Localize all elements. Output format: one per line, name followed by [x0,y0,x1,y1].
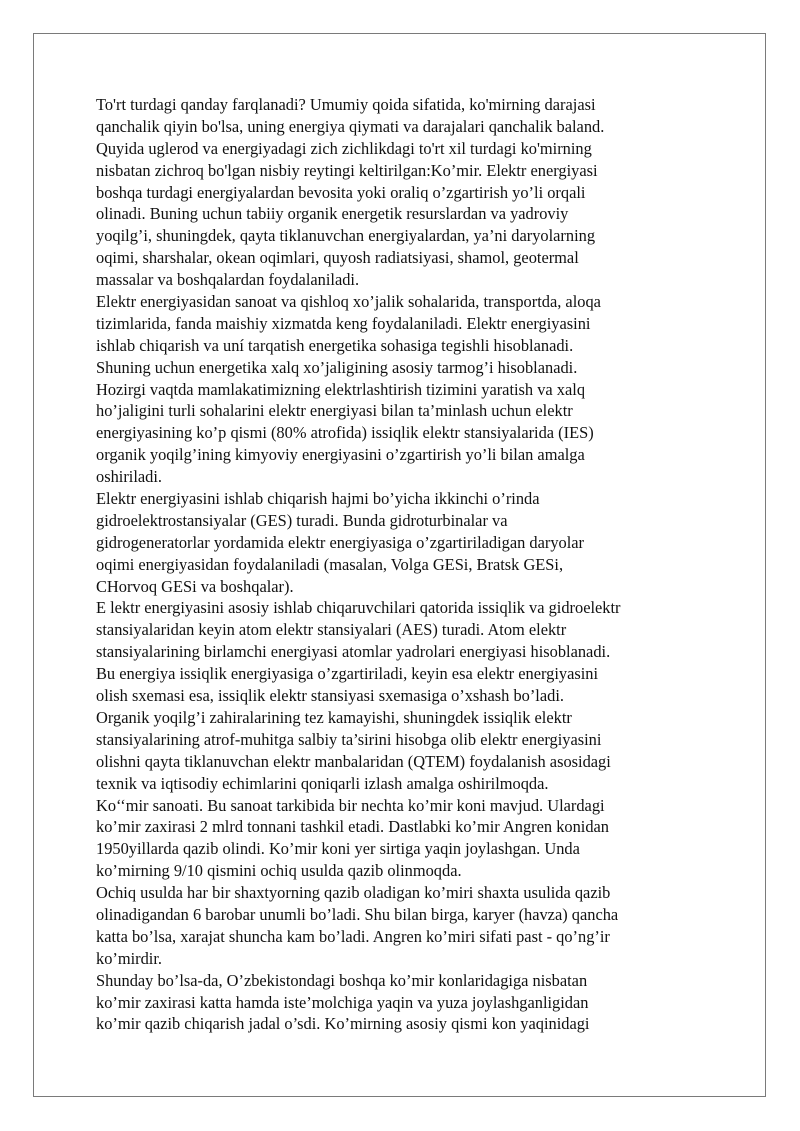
text-line: stansiyalarining atrof-muhitga salbiy ta’sirini hisobga olib elektr energiyasini [96,729,602,749]
text-line: ko’mir zaxirasi katta hamda iste’molchiga yaqin va yuza joylashganligidan [96,992,589,1012]
text-line: Elektr energiyasidan sanoat va qishloq xo’jalik sohalarida, transportda, aloqa [96,292,601,312]
text-line: E lektr energiyasini asosiy ishlab chiqaruvchilari qatorida issiqlik va gidroelektr [96,598,621,618]
text-line: organik yoqilg’ining kimyoviy energiyasini o’zgartirish yo’li bilan amalga [96,445,585,465]
text-line: ko’mir qazib chiqarish jadal o’sdi. Ko’mirning asosiy qismi kon yaqinidagi [96,1014,590,1034]
text-line: katta bo’lsa, xarajat shuncha kam bo’ladi. Angren ko’miri sifati past - qo’ng’ir [96,926,610,946]
text-line: boshqa turdagi energiyalardan bevosita yoki oraliq o’zgartirish yo’li orqali [96,182,586,202]
document-body [96,94,716,1035]
text-line: gidroelektrostansiyalar (GES) turadi. Bunda gidroturbinalar va [96,510,508,530]
text-line: yoqilg’i, shuningdek, qayta tiklanuvchan energiyalardan, ya’ni daryolarning [96,226,596,246]
text-line: Quyida uglerod va energiyadagi zich zichlikdagi to'rt xil turdagi ko'mirning [96,138,592,158]
text-line: Organik yoqilg’i zahiralarining tez kamayishi, shuningdek issiqlik elektr [96,707,572,727]
text-line: Hozirgi vaqtda mamlakatimizning elektrlashtirish tizimini yaratish va xalq [96,379,586,399]
text-line: nisbatan zichroq bo'lgan nisbiy reytingi keltirilgan:Ko’mir. Elektr energiyasi [96,160,598,180]
text-line: gidrogeneratorlar yordamida elektr energiyasiga o’zgartiriladigan daryolar [96,532,585,552]
text-line: qanchalik qiyin bo'lsa, uning energiya qiymati va darajalari qanchalik baland. [96,116,605,136]
text-line: Shuning uchun energetika xalq xo’jaligining asosiy tarmog’i hisoblanadi. [96,357,578,377]
text-line: Shunday bo’lsa-da, O’zbekistondagi boshqa ko’mir konlaridagiga nisbatan [96,970,588,990]
text-line: massalar va boshqalardan foydalaniladi. [96,270,360,290]
text-line: To'rt turdagi qanday farqlanadi? Umumiy qoida sifatida, ko'mirning darajasi [96,95,596,114]
text-line: ko’mirdir. [96,948,163,968]
text-line: CHorvoq GESi va boshqalar). [96,576,294,596]
text-line: ko’mirning 9/10 qismini ochiq usulda qazib olinmoqda. [96,861,462,881]
text-line: oqimi energiyasidan foydalaniladi (masalan, Volga GESi, Bratsk GESi, [96,554,564,574]
text-line: olinadigandan 6 barobar unumli bo’ladi. Shu bilan birga, karyer (havza) qancha [96,904,619,924]
text-line: oshiriladi. [96,467,163,487]
text-line: Ko‘‘mir sanoati. Bu sanoat tarkibida bir nechta ko’mir koni mavjud. Ulardagi [96,795,605,815]
text-line: stansiyalaridan keyin atom elektr stansiyalari (AES) turadi. Atom elektr [96,620,567,640]
text-line: Ochiq usulda har bir shaxtyorning qazib oladigan ko’miri shaxta usulida qazib [96,883,611,903]
text-line: ishlab chiqarish va uní tarqatish energetika sohasiga tegishli hisoblanadi. [96,335,574,355]
text-line: 1950yillarda qazib olindi. Ko’mir koni yer sirtiga yaqin joylashgan. Unda [96,839,580,859]
text-line: olish sxemasi esa, issiqlik elektr stansiyasi sxemasiga o’xshash bo’ladi. [96,686,564,706]
text-line: olinadi. Buning uchun tabiiy organik energetik resurslardan va yadroviy [96,204,569,224]
text-line: texnik va iqtisodiy echimlarini qoniqarli izlash amalga oshirilmoqda. [96,773,549,793]
text-line: Elektr energiyasini ishlab chiqarish hajmi bo’yicha ikkinchi o’rinda [96,489,540,509]
text-line: ho’jaligini turli sohalarini elektr energiyasi bilan ta’minlash uchun elektr [96,401,573,421]
text-line: oqimi, sharshalar, okean oqimlari, quyosh radiatsiyasi, shamol, geotermal [96,248,579,268]
text-line: energiyasining ko’p qismi (80% atrofida) issiqlik elektr stansiyalarida (IES) [96,423,594,443]
text-line: ko’mir zaxirasi 2 mlrd tonnani tashkil etadi. Dastlabki ko’mir Angren konidan [96,817,610,837]
text-line: stansiyalarining birlamchi energiyasi atomlar yadrolari energiyasi hisoblanadi. [96,642,611,662]
text-line: tizimlarida, fanda maishiy xizmatda keng foydalaniladi. Elektr energiyasini [96,313,591,333]
text-line: Bu energiya issiqlik energiyasiga o’zgartiriladi, keyin esa elektr energiyasini [96,664,599,684]
text-line: olishni qayta tiklanuvchan elektr manbalaridan (QTEM) foydalanish asosidagi [96,751,611,771]
